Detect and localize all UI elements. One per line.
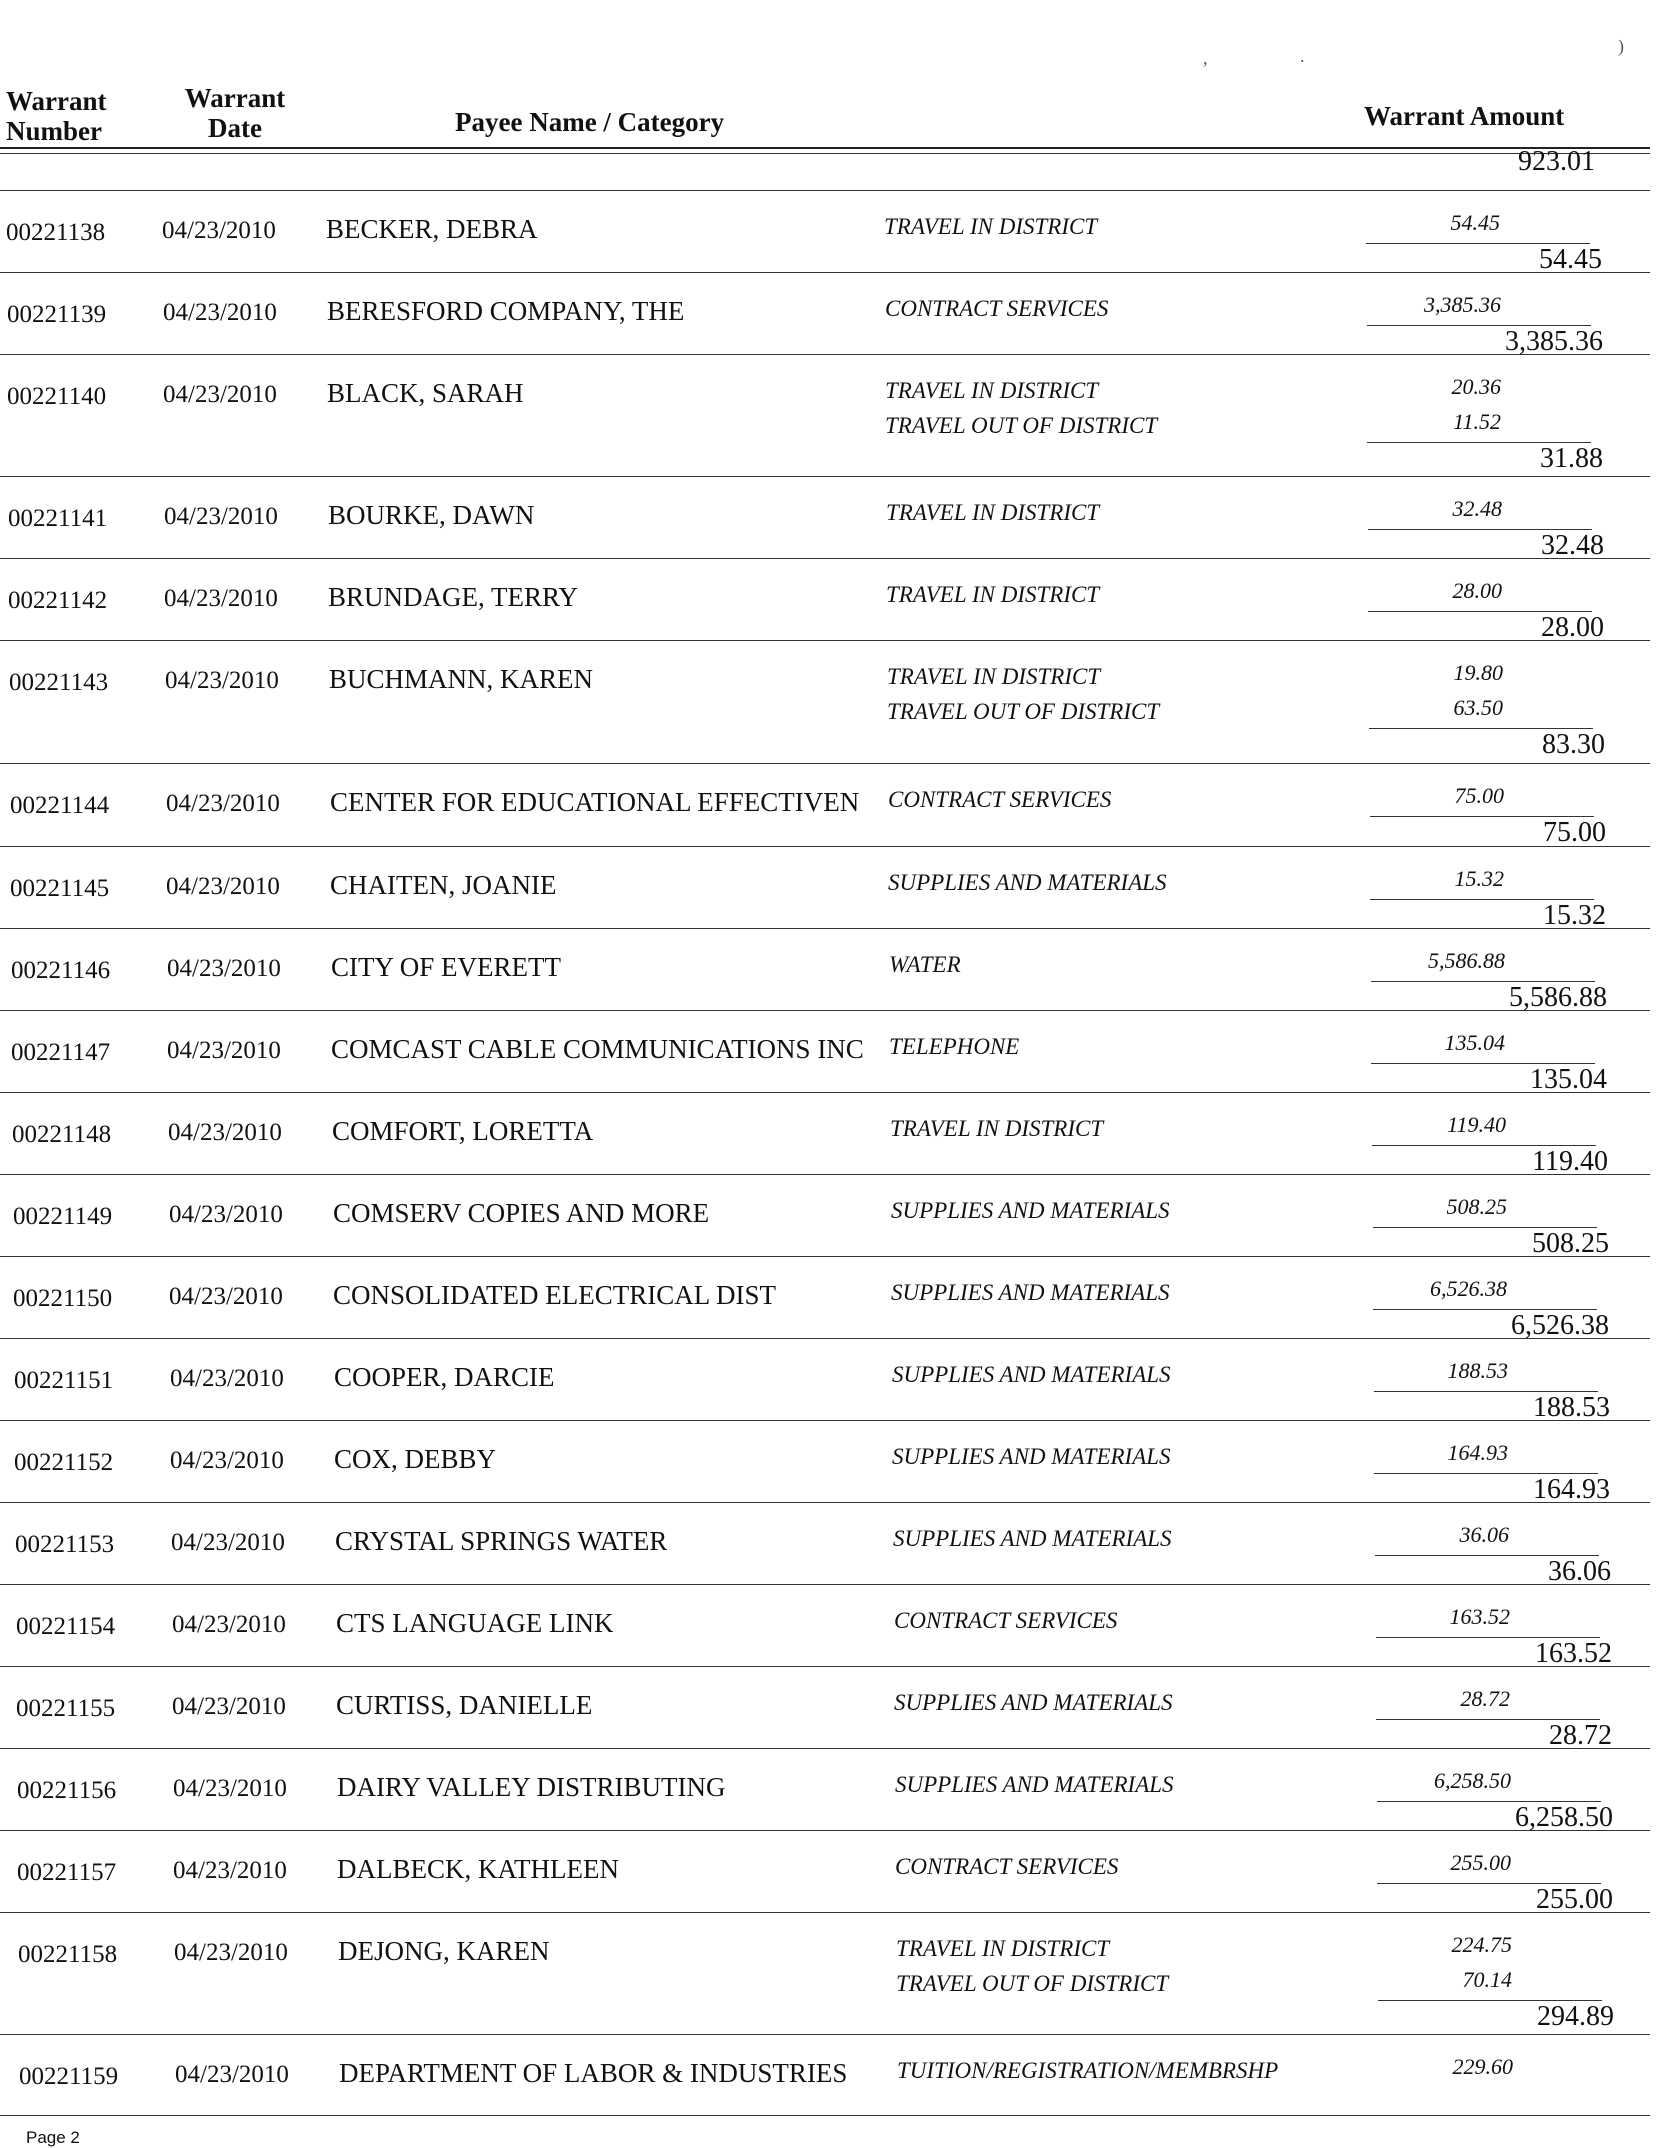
header-warrant-amount: Warrant Amount: [1364, 101, 1565, 131]
row-separator: [0, 1912, 1650, 1913]
warrant-number: 00221146: [11, 957, 111, 984]
warrant-date: 04/23/2010: [167, 955, 281, 982]
row-separator: [0, 1338, 1650, 1339]
warrant-total: 6,526.38: [1511, 1310, 1609, 1341]
warrant-date: 04/23/2010: [165, 667, 279, 694]
warrant-total: 15.32: [1543, 900, 1606, 931]
line-amount: 36.06: [1459, 1522, 1509, 1547]
line-amount: 6,258.50: [1434, 1768, 1511, 1793]
line-category: TRAVEL IN DISTRICT: [886, 582, 1100, 607]
line-category: TUITION/REGISTRATION/MEMBRSHP: [897, 2058, 1279, 2083]
warrant-total: 255.00: [1536, 1884, 1613, 1915]
header-warrant-number-line1: Warrant: [6, 86, 107, 116]
warrant-date: 04/23/2010: [163, 299, 277, 326]
payee-name: DEJONG, KAREN: [338, 1936, 550, 1966]
row-separator: [0, 1748, 1650, 1749]
line-amount: 188.53: [1447, 1358, 1508, 1383]
payee-name: CENTER FOR EDUCATIONAL EFFECTIVEN: [330, 787, 860, 817]
warrant-total: 36.06: [1548, 1556, 1611, 1587]
warrant-number: 00221156: [17, 1777, 117, 1804]
row-separator: [0, 1502, 1650, 1503]
line-category: CONTRACT SERVICES: [894, 1608, 1118, 1633]
warrant-date: 04/23/2010: [174, 1939, 288, 1966]
payee-name: DAIRY VALLEY DISTRIBUTING: [337, 1772, 726, 1802]
warrant-total: 164.93: [1533, 1474, 1610, 1505]
line-category: SUPPLIES AND MATERIALS: [891, 1198, 1170, 1223]
warrant-date: 04/23/2010: [170, 1365, 284, 1392]
line-amount: 508.25: [1446, 1194, 1507, 1219]
warrant-date: 04/23/2010: [163, 381, 277, 408]
row-separator: [0, 476, 1650, 477]
warrant-date: 04/23/2010: [164, 585, 278, 612]
payee-name: COMFORT, LORETTA: [332, 1116, 594, 1146]
warrant-number: 00221138: [6, 219, 106, 246]
line-category: SUPPLIES AND MATERIALS: [895, 1772, 1174, 1797]
row-separator: [0, 1584, 1650, 1585]
line-category: TRAVEL IN DISTRICT: [896, 1936, 1110, 1961]
warrant-total: 28.72: [1549, 1720, 1612, 1751]
warrant-date: 04/23/2010: [170, 1447, 284, 1474]
line-category: TRAVEL IN DISTRICT: [887, 664, 1101, 689]
line-amount: 229.60: [1452, 2054, 1513, 2079]
payee-name: DEPARTMENT OF LABOR & INDUSTRIES: [339, 2058, 848, 2088]
row-separator: [0, 1666, 1650, 1667]
row-separator: [0, 928, 1650, 929]
line-amount: 19.80: [1453, 660, 1503, 685]
line-category: CONTRACT SERVICES: [888, 787, 1112, 812]
payee-name: DALBECK, KATHLEEN: [337, 1854, 619, 1884]
row-separator: [0, 1256, 1650, 1257]
scan-speck: ,: [1203, 48, 1208, 68]
line-amount: 164.93: [1447, 1440, 1508, 1465]
row-separator: [0, 1010, 1650, 1011]
line-amount: 163.52: [1449, 1604, 1510, 1629]
line-category: CONTRACT SERVICES: [885, 296, 1109, 321]
row-separator: [0, 1092, 1650, 1093]
payee-name: COOPER, DARCIE: [334, 1362, 555, 1392]
line-category: SUPPLIES AND MATERIALS: [892, 1362, 1171, 1387]
line-category: CONTRACT SERVICES: [895, 1854, 1119, 1879]
warrant-number: 00221148: [12, 1121, 112, 1148]
line-category: SUPPLIES AND MATERIALS: [888, 870, 1167, 895]
line-amount: 11.52: [1453, 409, 1501, 434]
line-category: TRAVEL IN DISTRICT: [884, 214, 1098, 239]
line-amount: 28.72: [1460, 1686, 1510, 1711]
line-amount: 28.00: [1452, 578, 1502, 603]
row-separator: [0, 763, 1650, 764]
warrant-date: 04/23/2010: [172, 1693, 286, 1720]
line-amount: 54.45: [1450, 210, 1500, 235]
warrant-total: 75.00: [1543, 817, 1606, 848]
warrant-date: 04/23/2010: [173, 1857, 287, 1884]
warrant-date: 04/23/2010: [172, 1611, 286, 1638]
warrant-total: 188.53: [1533, 1392, 1610, 1423]
line-category: SUPPLIES AND MATERIALS: [891, 1280, 1170, 1305]
line-category: SUPPLIES AND MATERIALS: [893, 1526, 1172, 1551]
warrant-date: 04/23/2010: [166, 790, 280, 817]
line-amount: 3,385.36: [1424, 292, 1501, 317]
warrant-number: 00221149: [13, 1203, 113, 1230]
line-amount: 15.32: [1454, 866, 1504, 891]
warrant-date: 04/23/2010: [166, 873, 280, 900]
header-warrant-date-line1: Warrant: [184, 83, 286, 113]
line-category: TRAVEL IN DISTRICT: [885, 378, 1099, 403]
line-amount: 63.50: [1453, 695, 1503, 720]
payee-name: CITY OF EVERETT: [331, 952, 561, 982]
warrant-number: 00221155: [16, 1695, 116, 1722]
warrant-total: 163.52: [1535, 1638, 1612, 1669]
line-category: TELEPHONE: [889, 1034, 1020, 1059]
warrant-number: 00221141: [8, 505, 108, 532]
line-category: TRAVEL OUT OF DISTRICT: [896, 1971, 1169, 1996]
row-separator: [0, 1174, 1650, 1175]
warrant-total: 32.48: [1541, 530, 1604, 561]
warrant-total: 508.25: [1532, 1228, 1609, 1259]
page-number: Page 2: [26, 2128, 80, 2147]
row-separator: [0, 640, 1650, 641]
line-category: TRAVEL IN DISTRICT: [890, 1116, 1104, 1141]
payee-name: BERESFORD COMPANY, THE: [327, 296, 685, 326]
warrant-number: 00221152: [14, 1449, 114, 1476]
line-amount: 6,526.38: [1430, 1276, 1507, 1301]
warrant-number: 00221150: [13, 1285, 113, 1312]
line-category: TRAVEL OUT OF DISTRICT: [887, 699, 1160, 724]
scan-speck: .: [1300, 46, 1305, 66]
warrant-number: 00221154: [16, 1613, 116, 1640]
scan-speck: ): [1618, 36, 1624, 56]
warrant-number: 00221144: [10, 792, 110, 819]
warrant-number: 00221157: [17, 1859, 117, 1886]
warrant-total: 6,258.50: [1515, 1802, 1613, 1833]
warrant-number: 00221143: [9, 669, 109, 696]
line-category: WATER: [889, 952, 961, 977]
warrant-date: 04/23/2010: [164, 503, 278, 530]
warrant-number: 00221147: [11, 1039, 111, 1066]
line-amount: 75.00: [1454, 783, 1504, 808]
header-warrant-date-line2: Date: [208, 113, 262, 143]
header-payee: Payee Name / Category: [455, 107, 725, 137]
payee-name: BLACK, SARAH: [327, 378, 524, 408]
warrant-date: 04/23/2010: [173, 1775, 287, 1802]
payee-name: BECKER, DEBRA: [326, 214, 538, 244]
warrant-total: 5,586.88: [1509, 982, 1607, 1013]
warrant-total: 135.04: [1530, 1064, 1607, 1095]
warrant-date: 04/23/2010: [162, 217, 276, 244]
row-separator: [0, 190, 1650, 191]
payee-name: COMCAST CABLE COMMUNICATIONS INC: [331, 1034, 864, 1064]
warrant-date: 04/23/2010: [168, 1119, 282, 1146]
row-separator: [0, 1830, 1650, 1831]
warrant-number: 00221151: [14, 1367, 114, 1394]
line-amount: 224.75: [1451, 1932, 1512, 1957]
payee-name: CRYSTAL SPRINGS WATER: [335, 1526, 668, 1556]
line-amount: 119.40: [1447, 1112, 1506, 1137]
warrant-number: 00221153: [15, 1531, 115, 1558]
row-separator: [0, 2034, 1650, 2035]
line-category: SUPPLIES AND MATERIALS: [894, 1690, 1173, 1715]
warrant-number: 00221140: [7, 383, 107, 410]
payee-name: BUCHMANN, KAREN: [329, 664, 594, 694]
line-amount: 32.48: [1452, 496, 1502, 521]
payee-name: CTS LANGUAGE LINK: [336, 1608, 614, 1638]
warrant-total: 28.00: [1541, 612, 1604, 643]
line-amount: 20.36: [1451, 374, 1501, 399]
line-amount: 70.14: [1462, 1967, 1512, 1992]
payee-name: CURTISS, DANIELLE: [336, 1690, 593, 1720]
warrant-total: 83.30: [1542, 729, 1605, 760]
row-separator: [0, 846, 1650, 847]
header-warrant-number-line2: Number: [6, 116, 102, 146]
payee-name: BRUNDAGE, TERRY: [328, 582, 579, 612]
warrant-number: 00221139: [7, 301, 107, 328]
warrant-date: 04/23/2010: [171, 1529, 285, 1556]
warrant-total: 31.88: [1540, 443, 1603, 474]
payee-name: CHAITEN, JOANIE: [330, 870, 557, 900]
carryover-total: 923.01: [1518, 146, 1595, 177]
warrant-total: 3,385.36: [1505, 326, 1603, 357]
line-category: SUPPLIES AND MATERIALS: [892, 1444, 1171, 1469]
warrant-total: 119.40: [1532, 1146, 1608, 1177]
warrant-number: 00221158: [18, 1941, 118, 1968]
warrant-date: 04/23/2010: [175, 2061, 289, 2088]
warrant-date: 04/23/2010: [169, 1283, 283, 1310]
line-category: TRAVEL OUT OF DISTRICT: [885, 413, 1158, 438]
warrant-date: 04/23/2010: [167, 1037, 281, 1064]
line-amount: 135.04: [1444, 1030, 1505, 1055]
row-separator: [0, 2115, 1650, 2116]
row-separator: [0, 1420, 1650, 1421]
line-amount: 255.00: [1450, 1850, 1511, 1875]
row-separator: [0, 558, 1650, 559]
payee-name: COMSERV COPIES AND MORE: [333, 1198, 710, 1228]
warrant-date: 04/23/2010: [169, 1201, 283, 1228]
warrant-number: 00221142: [8, 587, 108, 614]
warrant-total: 294.89: [1537, 2001, 1614, 2032]
warrant-number: 00221159: [19, 2063, 119, 2090]
payee-name: BOURKE, DAWN: [328, 500, 535, 530]
line-amount: 5,586.88: [1428, 948, 1505, 973]
warrant-number: 00221145: [10, 875, 110, 902]
payee-name: COX, DEBBY: [334, 1444, 497, 1474]
payee-name: CONSOLIDATED ELECTRICAL DIST: [333, 1280, 776, 1310]
line-category: TRAVEL IN DISTRICT: [886, 500, 1100, 525]
warrant-total: 54.45: [1539, 244, 1602, 275]
